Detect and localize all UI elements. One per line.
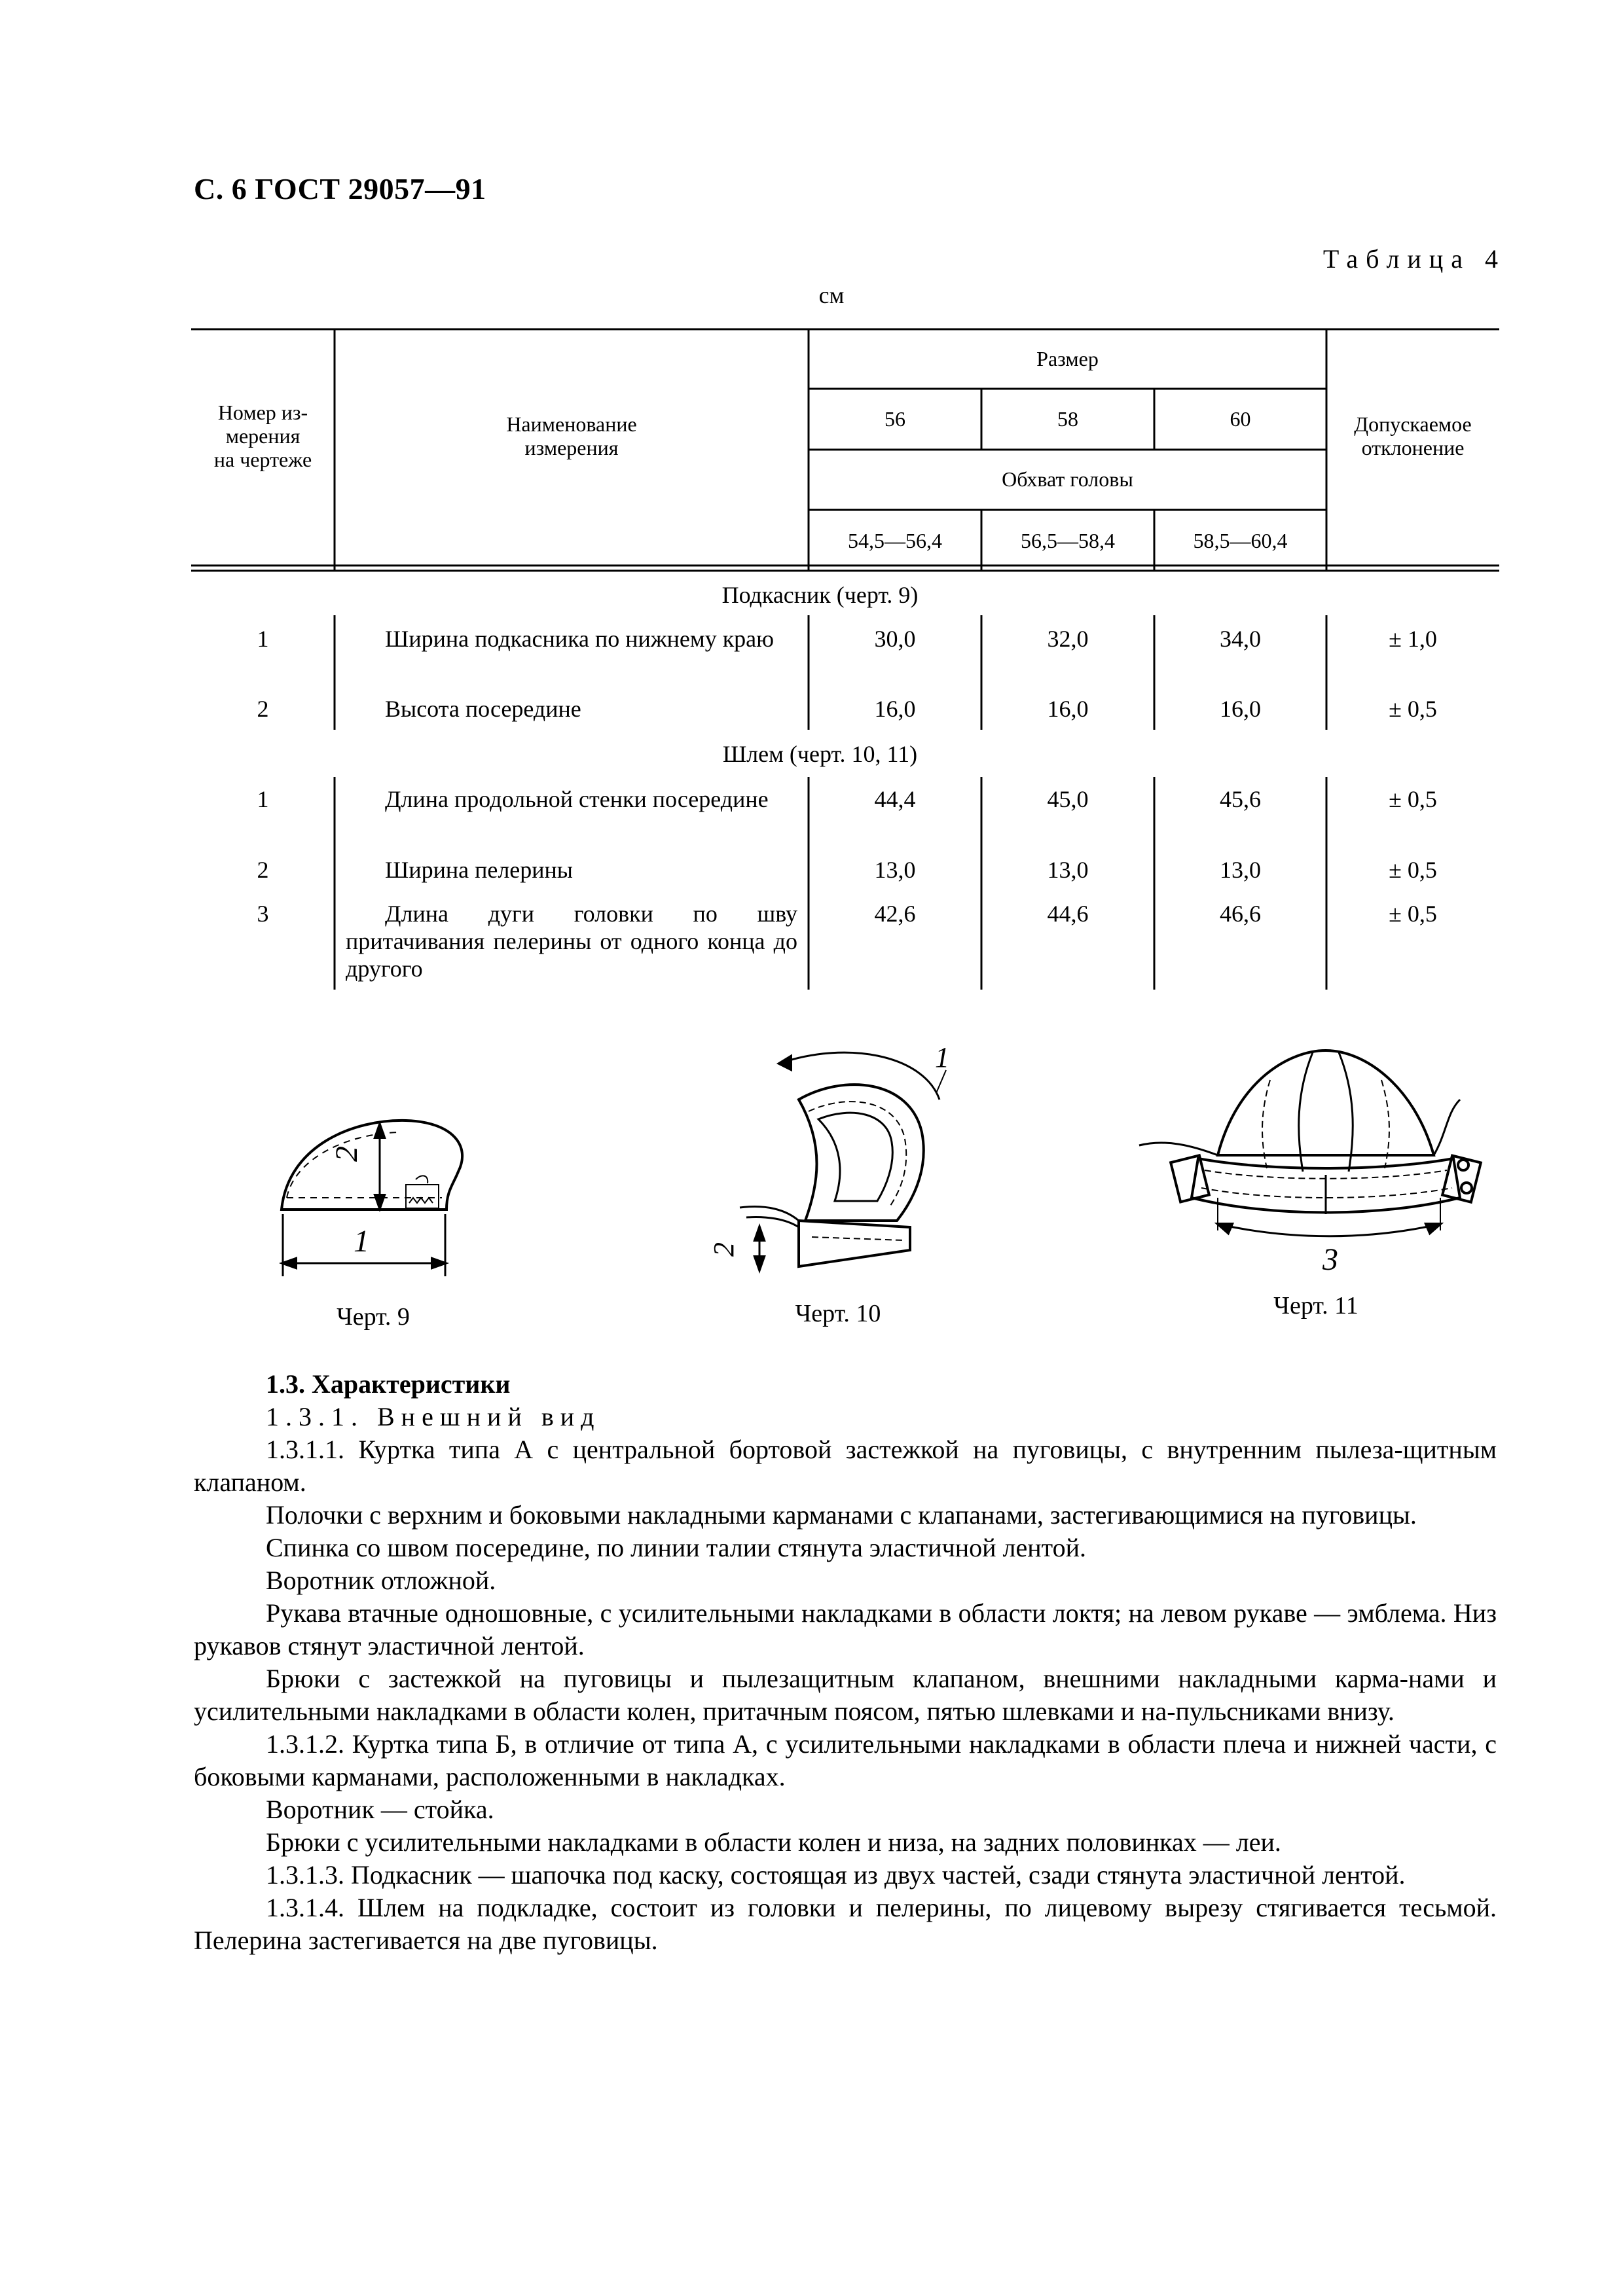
row-name: Ширина подкасника по нижнему краю bbox=[385, 626, 775, 652]
row-tolerance: ± 1,0 bbox=[1389, 626, 1437, 652]
row-value-60: 46,6 bbox=[1220, 901, 1261, 927]
row-tolerance: ± 0,5 bbox=[1389, 901, 1437, 927]
row-num: 2 bbox=[257, 696, 269, 722]
section-title: Шлем (черт. 10, 11) bbox=[722, 741, 918, 767]
row-num: 1 bbox=[257, 626, 269, 652]
header-col-tolerance: Допускаемое отклонение bbox=[1354, 412, 1472, 459]
row-value-60: 34,0 bbox=[1220, 626, 1261, 652]
header-size-58: 58 bbox=[1057, 407, 1078, 431]
figure-10-caption: Черт. 10 bbox=[795, 1300, 881, 1327]
paragraph: Рукава втачные одношовные, с усилительными накладками в области локтя; на левом рукаве — эмблема. Низ рукавов стянут эластичной лентой. bbox=[194, 1598, 1497, 1660]
header-girth-60: 58,5—60,4 bbox=[1193, 529, 1288, 552]
figure-10-label-1: 1 bbox=[935, 1041, 949, 1073]
row-name: Длина продольной стенки посередине bbox=[385, 786, 769, 812]
row-name: Ширина пелерины bbox=[385, 857, 573, 883]
paragraph: Брюки с усилительными накладками в области колен и низа, на задних половинках — леи. bbox=[266, 1827, 1281, 1857]
paragraph: 1.3.1.3. Подкасник — шапочка под каску, состоящая из двух частей, сзади стянута эластичной лентой. bbox=[266, 1860, 1406, 1890]
row-value-56: 16,0 bbox=[874, 696, 916, 722]
page-header: С. 6 ГОСТ 29057—91 bbox=[194, 172, 486, 206]
header-girth-58: 56,5—58,4 bbox=[1021, 529, 1115, 552]
subsection-heading: 1.3.1. Внешний вид bbox=[266, 1402, 601, 1431]
body-text bbox=[194, 1368, 1497, 1957]
row-value-56: 30,0 bbox=[874, 626, 916, 652]
row-num: 3 bbox=[257, 901, 269, 927]
row-name: Длина дуги головки по шву притачивания пелерины от одного конца до другого bbox=[346, 901, 797, 982]
row-tolerance: ± 0,5 bbox=[1389, 786, 1437, 812]
header-girth-56: 54,5—56,4 bbox=[848, 529, 942, 552]
paragraph: Воротник отложной. bbox=[266, 1566, 496, 1595]
header-size-60: 60 bbox=[1230, 407, 1251, 431]
paragraph: 1.3.1.2. Куртка типа Б, в отличие от типа А, с усилительными накладками в области плеча и нижней части, с боковыми карманами, расположенными в накладках. bbox=[194, 1729, 1497, 1791]
paragraph: Воротник — стойка. bbox=[266, 1795, 494, 1824]
row-name: Высота посередине bbox=[385, 696, 581, 722]
row-tolerance: ± 0,5 bbox=[1389, 696, 1437, 722]
paragraph: 1.3.1.4. Шлем на подкладке, состоит из головки и пелерины, по лицевому вырезу стягивается тесьмой. Пелерина застегивается на две пуговицы. bbox=[194, 1893, 1497, 1955]
row-num: 2 bbox=[257, 857, 269, 883]
figure-9-drawing bbox=[275, 1106, 491, 1296]
table-caption: Таблица 4 bbox=[1322, 244, 1506, 274]
header-col-name: Наименование измерения bbox=[506, 412, 637, 459]
figure-9-label-width: 1 bbox=[354, 1224, 369, 1259]
row-value-56: 13,0 bbox=[874, 857, 916, 883]
row-value-58: 13,0 bbox=[1047, 857, 1089, 883]
row-tolerance: ± 0,5 bbox=[1389, 857, 1437, 883]
header-col-number: Номер из- мерения на чертеже bbox=[213, 401, 312, 471]
header-size-label: Размер bbox=[1036, 347, 1099, 370]
figure-11-caption: Черт. 11 bbox=[1273, 1292, 1359, 1319]
paragraph: Полочки с верхним и боковыми накладными карманами с клапанами, застегивающимися на пуговицы. bbox=[266, 1500, 1417, 1530]
row-value-58: 45,0 bbox=[1047, 786, 1089, 812]
row-value-58: 32,0 bbox=[1047, 626, 1089, 652]
paragraph: Брюки с застежкой на пуговицы и пылезащитным клапаном, внешними накладными карма-нами и усилительными накладками в области колен, притачным поясом, пятью шлевками и на-пульсниками внизу. bbox=[194, 1664, 1497, 1726]
figure-11-drawing bbox=[1139, 1041, 1493, 1283]
figure-10-label-2: 2 bbox=[708, 1242, 740, 1257]
figure-11-label-3: 3 bbox=[1322, 1242, 1338, 1277]
paragraph: 1.3.1.1. Куртка типа А с центральной бортовой застежкой на пуговицы, с внутренним пылеза-щитным клапаном. bbox=[194, 1435, 1497, 1497]
row-value-58: 16,0 bbox=[1047, 696, 1089, 722]
row-num: 1 bbox=[257, 786, 269, 812]
row-value-60: 45,6 bbox=[1220, 786, 1261, 812]
figure-10-drawing bbox=[708, 1041, 976, 1289]
header-size-56: 56 bbox=[884, 407, 905, 431]
table-units: см bbox=[818, 282, 845, 308]
paragraph: Спинка со швом посередине, по линии талии стянута эластичной лентой. bbox=[266, 1533, 1087, 1562]
figure-9-caption: Черт. 9 bbox=[337, 1303, 410, 1331]
row-value-56: 44,4 bbox=[874, 786, 916, 812]
header-girth-label: Обхват головы bbox=[1002, 467, 1133, 491]
figure-9-label-height: 2 bbox=[329, 1146, 364, 1162]
row-value-56: 42,6 bbox=[874, 901, 916, 927]
section-heading: 1.3. Характеристики bbox=[266, 1369, 511, 1399]
row-value-60: 13,0 bbox=[1220, 857, 1261, 883]
section-title: Подкасник (черт. 9) bbox=[721, 582, 919, 608]
row-value-60: 16,0 bbox=[1220, 696, 1261, 722]
row-value-58: 44,6 bbox=[1047, 901, 1089, 927]
